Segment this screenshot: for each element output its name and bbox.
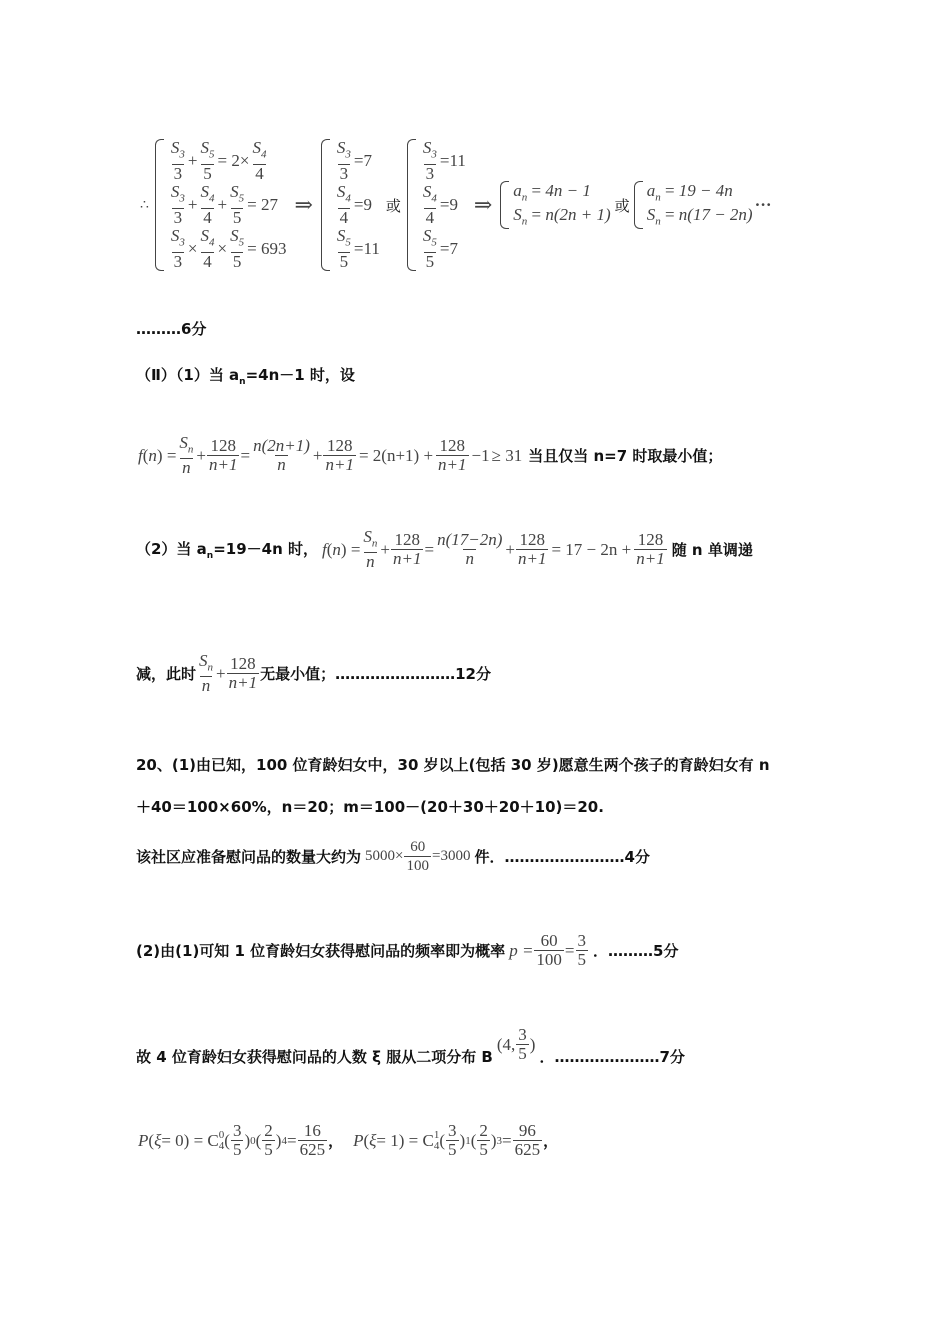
system-result2: $a_n = 19 - 4n$ $S_n = n(17 - 2n)$ xyxy=(634,181,753,229)
implies-arrow-1: ⇒ xyxy=(294,192,313,217)
q20-line5: 故 4 位育龄妇女获得慰问品的人数 ξ 服从二项分布 B ( 4, $\frac{3}{5}$ ) ．…………………7分 xyxy=(136,1025,685,1066)
equation-system xyxy=(140,120,772,290)
sys-eq2: $\frac{S_3}{3}$ + $\frac{S_4}{4}$ + $\frac{S_5}{5}$ = 27 xyxy=(170,182,278,227)
q20-line1: 20、(1)由已知，100 位育龄妇女中，30 岁以上(包括 30 岁)愿意生两个孩子的育龄妇女有 n xyxy=(136,756,770,774)
implies-arrow-2: ⇒ xyxy=(473,192,493,217)
q20-line4: (2)由(1)可知 1 位育龄妇女获得慰问品的频率即为概率 p = $\frac{60}{100}$ = $\frac{3}{5}$ ．………5分 xyxy=(136,931,679,969)
or-word-2: 或 xyxy=(614,196,630,215)
sys-eq1: $\frac{S_3}{3}$ + $\frac{S_5}{5}$ = 2× $\frac{S_4}{4}$ xyxy=(170,138,267,183)
or-word-1: 或 xyxy=(385,196,401,215)
case2-cont: 减，此时 $\frac{S_n}{n}$ + $\frac{128}{n+1}$ 无最小值；……………………12分 xyxy=(136,651,491,696)
min-note: 当且仅当 n=7 时取最小值； xyxy=(528,447,723,466)
prob-formulas: P ( ξ = 0) = C 0 4 ( $\frac{3}{5}$ ) 0 ( $\frac{2}{5}$ ) 4 = $\frac{16}{625}$ ， P ( ξ = 1) = C 1 4 ( $\frac{3}{5}$ ) 1 ( $\frac{2}{5}$ ) 3 = $\frac{96}{625}$ ， xyxy=(138,1121,559,1159)
score-6: ………6分 xyxy=(136,320,207,338)
continuation-dots: ··· xyxy=(754,195,772,214)
sys-eq3: $\frac{S_3}{3}$ × $\frac{S_4}{4}$ × $\frac{S_5}{5}$ = 693 xyxy=(170,226,287,271)
system-case2: $\frac{S_3}{3}$ = 11 $\frac{S_4}{4}$ = 9 $\frac{S_5}{5}$ = 7 xyxy=(407,139,466,271)
q20-line2: ＋40＝100×60%，n＝20；m＝100－(20＋30＋20＋10)＝20. xyxy=(136,798,604,816)
system-case1: $\frac{S_3}{3}$ = 7 $\frac{S_4}{4}$ = 9 $\frac{S_5}{5}$ = 11 xyxy=(321,139,380,271)
q20-line3: 该社区应准备慰问品的数量大约为 5000× $\frac{60}{100}$ =3000 件．……………………4分 xyxy=(136,839,650,874)
formula-f1: f ( n ) = $\frac{S_n}{n}$ + $\frac{128}{n+1}$ = $\frac{n(2n+1)}{n}$ + $\frac{128}{n+1}$ = 2(n+1) + $\frac{128}{n+1}$ −1 ≥ 31 当且仅当 n=7 时取最小值； xyxy=(138,433,723,478)
therefore-symbol: ∴ xyxy=(140,197,149,213)
case2-line: （2）当 $a_n=19-4n$ 时， f ( n ) = $\frac{S_n}{n}$ + $\frac{128}{n+1}$ = $\frac{n(17-2n)}{n}$ + $\frac{128}{n+1}$ = 17 − 2n + $\frac{128}{n+1}$ 随 n 单调递 xyxy=(136,527,753,572)
system-result1: $a_n = 4n - 1$ $S_n = n(2n + 1)$ xyxy=(500,181,610,229)
part2-heading: （Ⅱ）（1）当 $a_n=4n-1$ 时，设 xyxy=(136,366,355,387)
system-left xyxy=(155,139,287,271)
